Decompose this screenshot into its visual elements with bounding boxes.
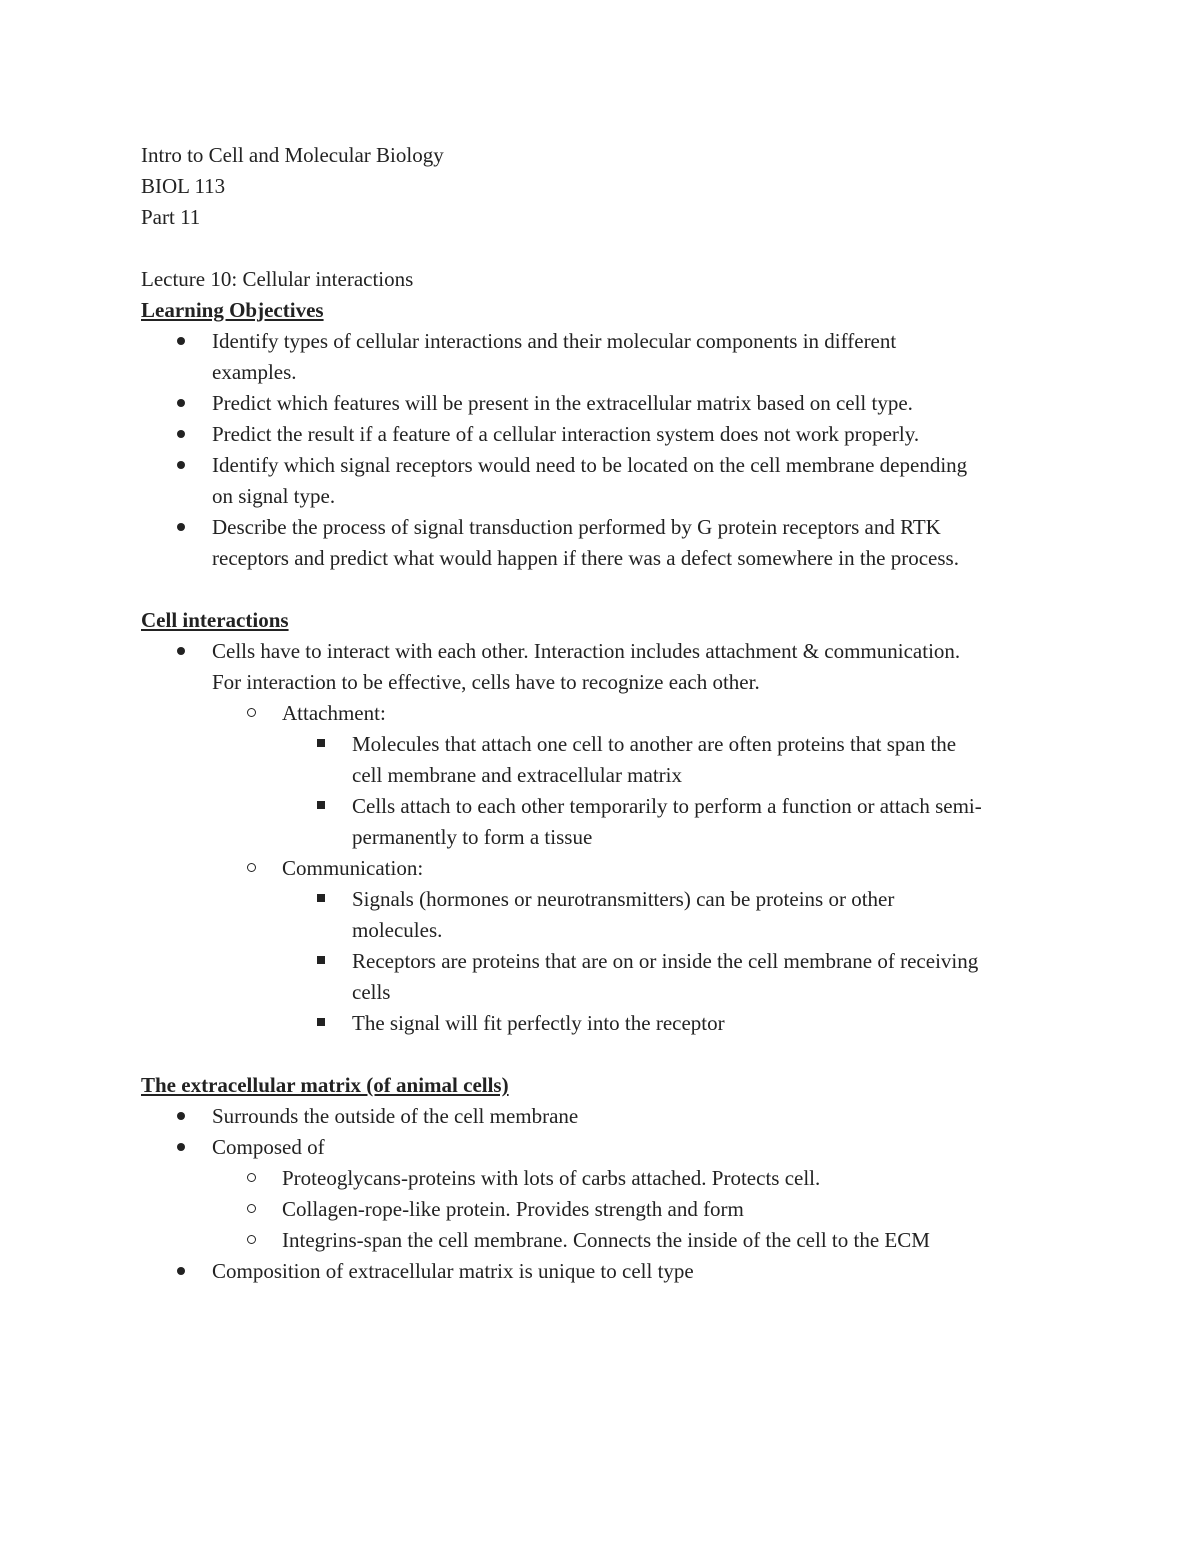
learning-objectives-heading: Learning Objectives [141, 298, 324, 322]
objective-item [141, 419, 1071, 450]
spacer [141, 1039, 1071, 1070]
objective-item [141, 512, 1071, 574]
cell-interactions-list [141, 636, 1071, 1039]
list-item [141, 1163, 1071, 1194]
communication-item [141, 853, 1071, 1039]
bullet-circle-icon [247, 1163, 256, 1194]
attachment-sublist [141, 729, 1071, 853]
cell-interactions-heading: Cell interactions [141, 608, 289, 632]
list-item-line: cell membrane and extracellular matrix [352, 763, 683, 787]
bullet-square-icon [317, 1008, 325, 1039]
bullet-dot-icon [177, 450, 185, 481]
bullet-dot-icon [177, 1132, 185, 1163]
objective-item [141, 388, 1071, 419]
ecm-components-list [141, 1163, 1071, 1256]
list-item [141, 1256, 1071, 1287]
bullet-dot-icon [177, 1101, 185, 1132]
objective-line: Describe the process of signal transduction performed by G protein receptors and RTK [212, 515, 941, 539]
bullet-dot-icon [177, 636, 185, 667]
objective-line: on signal type. [212, 484, 336, 508]
objective-item [141, 450, 1071, 512]
list-item-line: Surrounds the outside of the cell membrane [212, 1104, 579, 1128]
bullet-square-icon [317, 791, 325, 822]
list-item [141, 636, 1071, 1039]
list-item-line: Composed of [212, 1135, 325, 1159]
list-item [141, 1008, 1071, 1039]
bullet-dot-icon [177, 512, 185, 543]
list-item-line: Composition of extracellular matrix is unique to cell type [212, 1259, 694, 1283]
list-item-line: Proteoglycans-proteins with lots of carbs attached. Protects cell. [282, 1166, 821, 1190]
bullet-circle-icon [247, 1194, 256, 1225]
list-item-line: Receptors are proteins that are on or inside the cell membrane of receiving [352, 949, 979, 973]
objectives-list [141, 326, 1071, 574]
attachment-label: Attachment: [282, 701, 386, 725]
attachment-item [141, 698, 1071, 853]
communication-label: Communication: [282, 856, 424, 880]
list-item-line: permanently to form a tissue [352, 825, 593, 849]
ecm-list [141, 1101, 1071, 1287]
list-item [141, 1132, 1071, 1256]
bullet-square-icon [317, 884, 325, 915]
objective-line: Predict the result if a feature of a cellular interaction system does not work properly. [212, 422, 920, 446]
list-item [141, 791, 1071, 853]
bullet-dot-icon [177, 1256, 185, 1287]
list-item [141, 1194, 1071, 1225]
list-item [141, 946, 1071, 1008]
list-item [141, 1225, 1071, 1256]
bullet-square-icon [317, 946, 325, 977]
list-item-line: Integrins-span the cell membrane. Connects the inside of the cell to the ECM [282, 1228, 930, 1252]
bullet-square-icon [317, 729, 325, 760]
interaction-types-list [141, 698, 1071, 1039]
part-label: Part 11 [141, 205, 201, 229]
spacer [141, 574, 1071, 605]
list-item-line: For interaction to be effective, cells have to recognize each other. [212, 670, 760, 694]
objective-line: examples. [212, 360, 297, 384]
objective-line: receptors and predict what would happen if there was a defect somewhere in the process. [212, 546, 959, 570]
list-item-line: Cells have to interact with each other. Interaction includes attachment & communication. [212, 639, 961, 663]
spacer [141, 233, 1071, 264]
objective-item [141, 326, 1071, 388]
list-item-line: Signals (hormones or neurotransmitters) can be proteins or other [352, 887, 895, 911]
list-item [141, 1101, 1071, 1132]
objective-line: Predict which features will be present in the extracellular matrix based on cell type. [212, 391, 913, 415]
list-item-line: Collagen-rope-like protein. Provides strength and form [282, 1197, 744, 1221]
course-code: BIOL 113 [141, 174, 226, 198]
list-item-line: Molecules that attach one cell to another are often proteins that span the [352, 732, 957, 756]
bullet-dot-icon [177, 419, 185, 450]
bullet-circle-icon [247, 853, 256, 884]
bullet-dot-icon [177, 326, 185, 357]
list-item-line: Cells attach to each other temporarily to perform a function or attach semi- [352, 794, 982, 818]
document-content [141, 140, 1071, 1287]
bullet-circle-icon [247, 1225, 256, 1256]
bullet-dot-icon [177, 388, 185, 419]
bullet-circle-icon [247, 698, 256, 729]
course-title: Intro to Cell and Molecular Biology [141, 143, 444, 167]
list-item-line: cells [352, 980, 391, 1004]
objective-line: Identify types of cellular interactions and their molecular components in different [212, 329, 897, 353]
list-item [141, 729, 1071, 791]
ecm-heading: The extracellular matrix (of animal cells) [141, 1073, 509, 1097]
communication-sublist [141, 884, 1071, 1039]
list-item-line: The signal will fit perfectly into the receptor [352, 1011, 725, 1035]
objective-line: Identify which signal receptors would need to be located on the cell membrane depending [212, 453, 968, 477]
lecture-title: Lecture 10: Cellular interactions [141, 267, 414, 291]
list-item-line: molecules. [352, 918, 443, 942]
list-item [141, 884, 1071, 946]
